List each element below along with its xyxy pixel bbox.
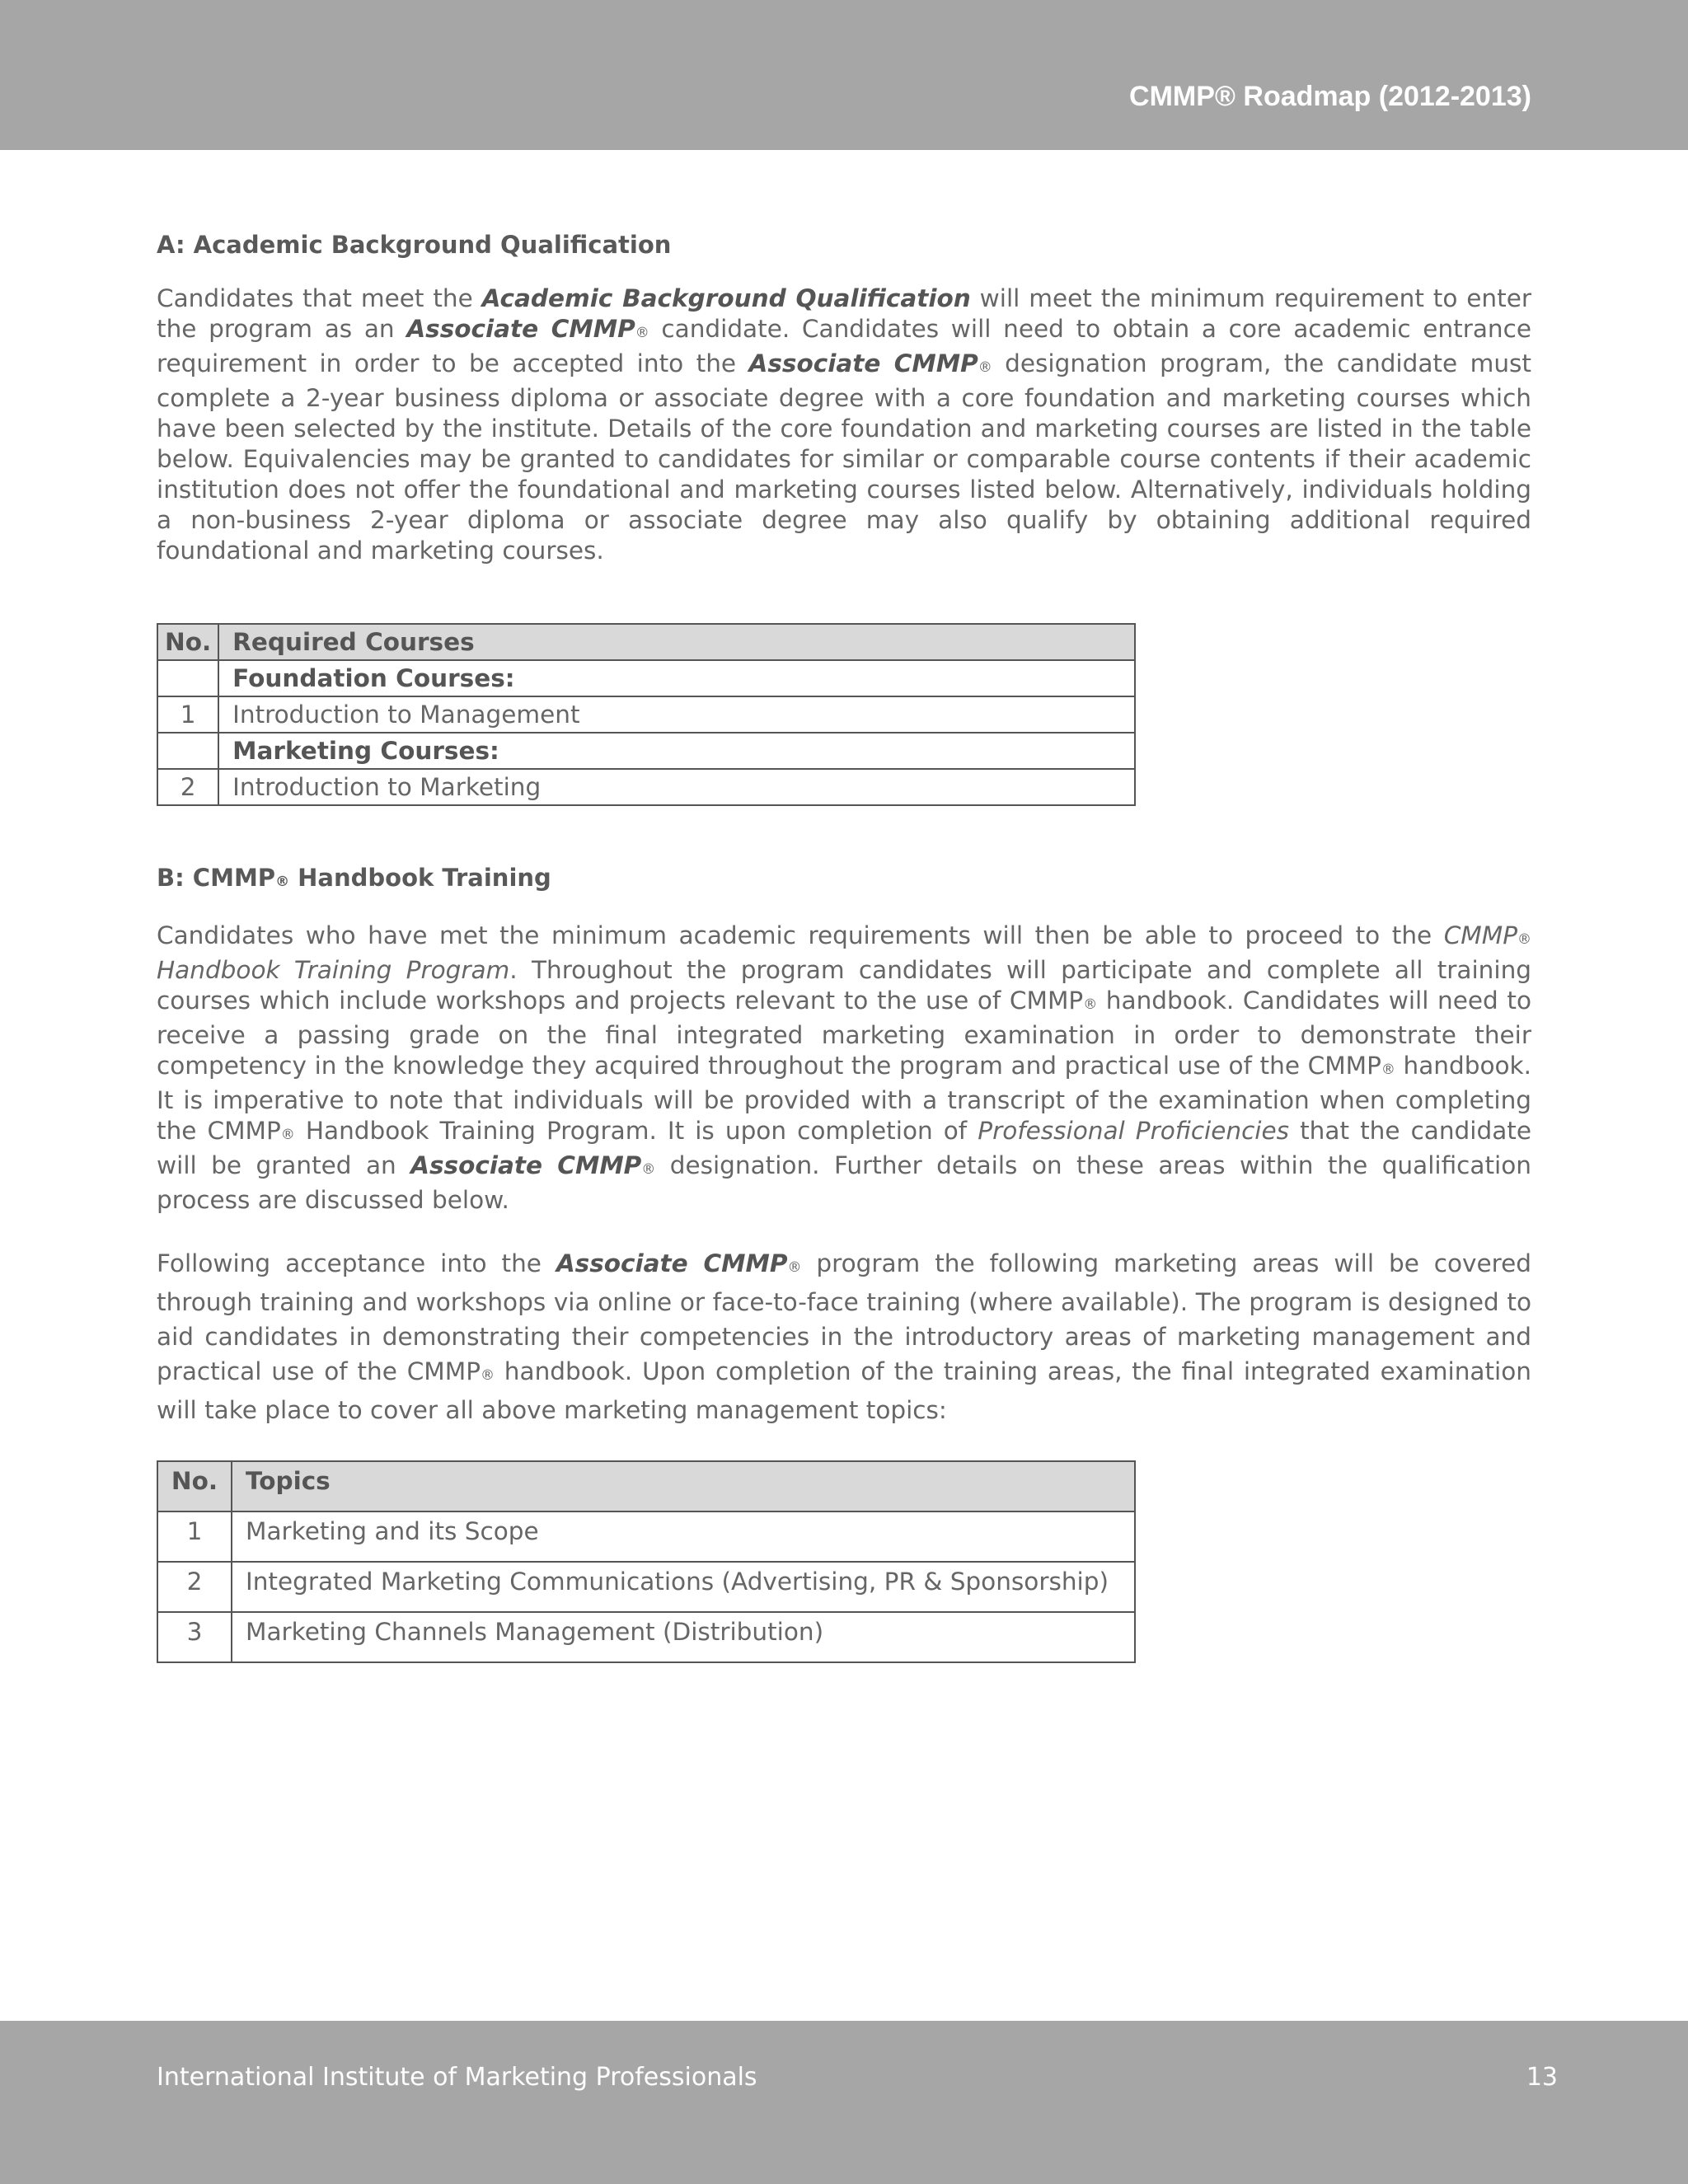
text-run: handbook. It is imperative to note that individuals will be provided with a transcript of the examination when completing the CMMP [157,1052,1531,1145]
header-title: CMMP® Roadmap (2012-2013) [1129,81,1531,112]
registered-mark: ® [635,325,649,341]
emphasis: Associate CMMP [556,1249,788,1277]
column-header-courses: Required Courses [218,624,1135,660]
section-b-paragraph-1 [157,921,1531,1216]
heading-text: B: CMMP [157,864,276,892]
table-cell [157,733,218,769]
row-number: 1 [157,696,218,733]
topic-name: Integrated Marketing Communications (Advertising, PR & Sponsorship) [232,1562,1135,1612]
table-header-row [157,624,1135,660]
text-run: designation program, the candidate must complete a 2-year business diploma or associate degree with a core foundation and marketing courses which have been selected by the institute. Details of the core foundation and marketing courses are listed in the table below. Equivalencies may be granted to candidates for similar or comparable course contents if their academic institution does not offer the foundational and marketing courses listed below. Alternatively, individuals holding a non-business 2-year diploma or associate degree may also qualify by obtaining additional required foundational and marketing courses. [157,349,1531,565]
topic-name: Marketing Channels Management (Distribution) [232,1612,1135,1662]
section-b-paragraph-2 [157,1246,1531,1427]
page-content [157,224,1531,1663]
text-run: Following acceptance into the [157,1249,556,1277]
table-row [157,1511,1135,1562]
course-name: Introduction to Marketing [218,769,1135,805]
footer-organization: International Institute of Marketing Professionals [157,2063,757,2092]
text-run: Candidates who have met the minimum academic requirements will then be able to proceed to the [157,921,1444,949]
course-name: Introduction to Management [218,696,1135,733]
page-footer [0,2021,1688,2184]
italic-text: Professional Proficiencies [978,1117,1290,1145]
row-number: 2 [157,1562,232,1612]
text-run: will meet the minimum requirement to enter the program as an [157,284,1531,343]
table-header-row [157,1461,1135,1511]
italic-text: Handbook Training Program [157,956,510,984]
group-label-marketing: Marketing Courses: [218,733,1135,769]
registered-mark: ® [1381,1062,1395,1078]
table-row [157,660,1135,696]
table-row [157,1612,1135,1662]
table-row [157,769,1135,805]
text-run: handbook. Candidates will need to receive a passing grade on the final integrated marketing examination in order to demonstrate their competency in the knowledge they acquired throughout the program and practical use of the CMMP [157,987,1531,1080]
text-run: Handbook Training Program. It is upon completion of [294,1117,978,1145]
text-run: Candidates that meet the [157,284,482,312]
text-run: designation. Further details on these areas within the qualification process are discussed below. [157,1151,1531,1214]
heading-text: Handbook Training [289,864,551,892]
row-number: 1 [157,1511,232,1562]
registered-mark: ® [641,1161,656,1178]
text-run: program the following marketing areas will be covered through training and workshops via online or face-to-face training (where available). The program is designed to aid candidates in demonstrating their competencies in the introductory areas of marketing management and practical use of the CMMP [157,1249,1531,1385]
emphasis: Associate CMMP [748,349,978,377]
table-row [157,1562,1135,1612]
emphasis: Associate CMMP [406,315,635,343]
column-header-no: No. [157,1461,232,1511]
text-run: handbook. Upon completion of the training areas, the final integrated examination will take place to cover all above marketing management topics: [157,1357,1531,1424]
column-header-no: No. [157,624,218,660]
text-run: that the candidate will be granted an [157,1117,1531,1179]
registered-mark: ® [978,359,992,376]
registered-mark: ® [787,1259,802,1276]
registered-mark: ® [1083,996,1098,1013]
emphasis: Associate CMMP [410,1151,642,1179]
registered-mark: ® [481,1367,495,1384]
group-label-foundation: Foundation Courses: [218,660,1135,696]
text-run: candidate. Candidates will need to obtain a core academic entrance requirement in order to be accepted into the [157,315,1531,377]
topics-table [157,1460,1136,1663]
topic-name: Marketing and its Scope [232,1511,1135,1562]
section-a-paragraph [157,284,1531,566]
row-number: 2 [157,769,218,805]
column-header-topics: Topics [232,1461,1135,1511]
registered-mark: ® [280,1127,295,1143]
text-run: . Throughout the program candidates will participate and complete all training courses which include workshops and projects relevant to the use of CMMP [157,956,1531,1015]
page-number: 13 [1526,2063,1558,2092]
table-row [157,733,1135,769]
section-a-heading: A: Academic Background Qualification [157,231,672,259]
row-number: 3 [157,1612,232,1662]
emphasis: Academic Background Qualification [481,284,971,312]
registered-mark: ® [1517,931,1531,948]
page-header [0,0,1688,150]
table-cell [157,660,218,696]
section-b-heading [157,857,1531,902]
table-row [157,696,1135,733]
registered-mark: ® [275,874,290,890]
italic-text: CMMP [1443,921,1517,949]
required-courses-table [157,623,1136,806]
